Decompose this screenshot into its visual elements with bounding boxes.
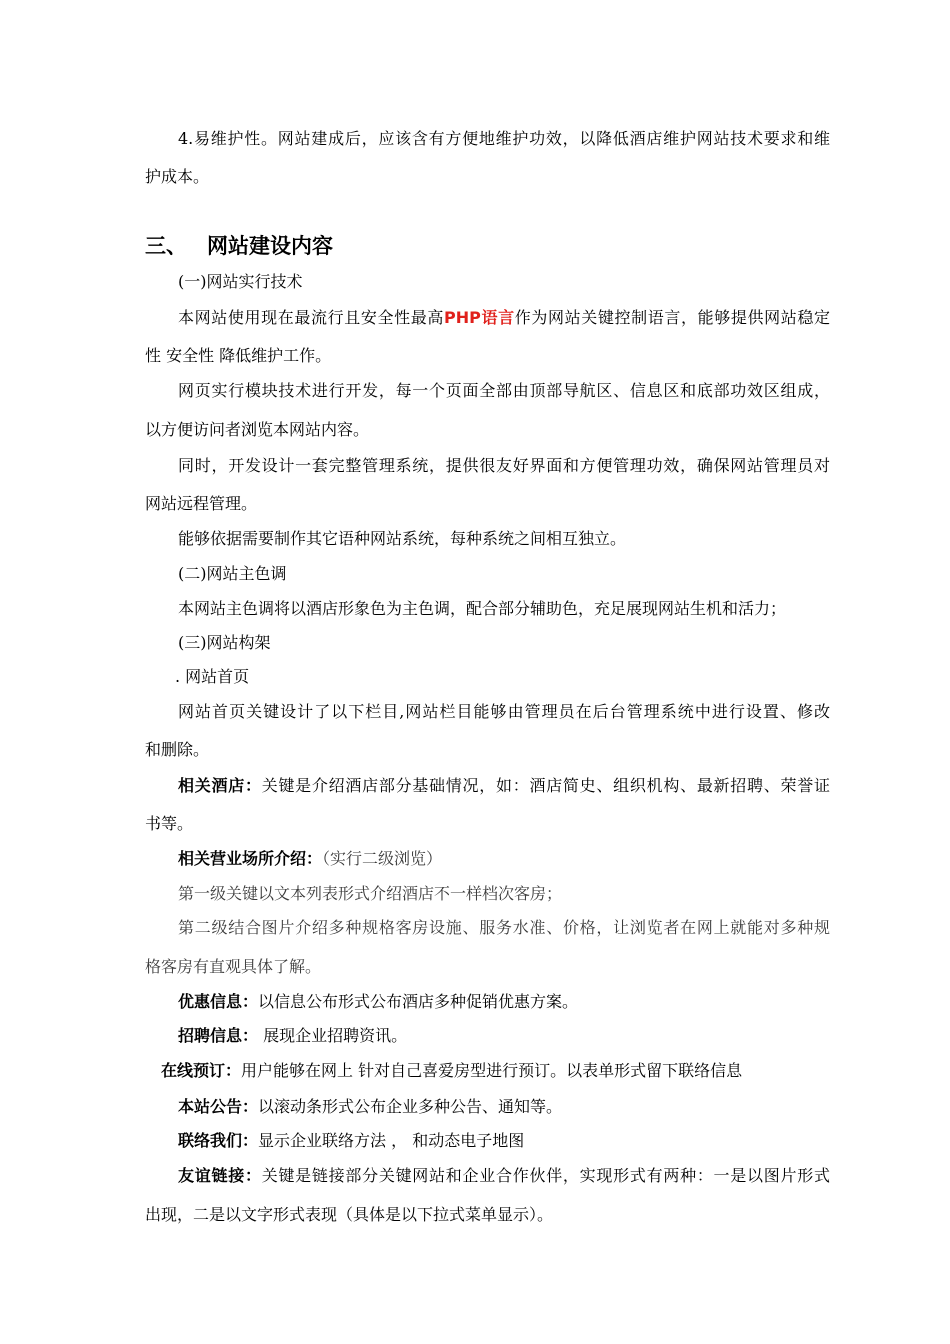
item-about-text: 关键是介绍酒店部分基础情况，如：酒店简史、组织机构、最新招聘、荣誉证: [261, 776, 830, 795]
item-promo-text: 以信息公布形式公布酒店多种促销优惠方案。: [258, 992, 579, 1011]
item-venue: [178, 849, 442, 869]
paragraph-php-line2: 性 安全性 降低维护工作。: [145, 346, 332, 365]
php-text-pre: 本网站使用现在最流行且安全性最高: [178, 308, 444, 327]
item-booking-label: 在线预订：: [161, 1061, 242, 1080]
subheading-tech: (一)网站实行技术: [178, 272, 303, 291]
paragraph-modules-line2: 以方便访问者浏览本网站内容。: [145, 420, 370, 439]
item-venue-level2-line2: 格客房有直观具体了解。: [145, 957, 322, 976]
item-promo-label: 优惠信息：: [178, 992, 259, 1011]
item-links-label: 友谊链接：: [178, 1166, 262, 1185]
section-number: 三、: [145, 234, 187, 258]
item-notice-text: 以滚动条形式公布企业多种公告、通知等。: [258, 1097, 563, 1116]
item-contact-label: 联络我们：: [178, 1131, 259, 1150]
paragraph-admin-line1: 同时，开发设计一套完整管理系统，提供很友好界面和方便管理功效，确保网站管理员对: [178, 456, 830, 475]
paragraph-languages: 能够依据需要制作其它语种网站系统，每种系统之间相互独立。: [178, 529, 627, 548]
paragraph-homepage-line2: 和删除。: [145, 740, 210, 759]
item-contact-text: 显示企业联络方法 ， 和动态电子地图: [258, 1131, 525, 1150]
item-links-line2: 出现，二是以文字形式表现（具体是以下拉式菜单显示）。: [145, 1205, 554, 1224]
subheading-homepage: . 网站首页: [175, 667, 250, 686]
section-heading: [145, 233, 333, 259]
paragraph-admin-line2: 网站远程管理。: [145, 494, 258, 513]
subheading-structure: (三)网站构架: [178, 633, 271, 652]
item-notice-label: 本站公告：: [178, 1097, 259, 1116]
item-booking-text: 用户能够在网上 针对自己喜爱房型进行预订。以表单形式留下联络信息: [241, 1061, 743, 1080]
item-promo: [178, 992, 578, 1012]
item-links-text: 关键是链接部分关键网站和企业合作伙伴，实现形式有两种：一是以图片形式: [261, 1166, 830, 1185]
item-venue-level2-line1: 第二级结合图片介绍多种规格客房设施、服务水准、价格，让浏览者在网上就能对多种规: [178, 918, 830, 937]
item-contact: [178, 1131, 524, 1151]
paragraph-maintainability-line2: 护成本。: [145, 167, 210, 186]
subheading-color: (二)网站主色调: [178, 564, 287, 583]
paragraph-modules-line1: 网页实行模块技术进行开发，每一个页面全部由顶部导航区、信息区和底部功效区组成，: [178, 381, 830, 400]
php-highlight: PHP语言: [444, 308, 515, 327]
item-about-label: 相关酒店：: [178, 776, 262, 795]
item-links-line1: [178, 1166, 830, 1186]
item-about-line2: 书等。: [145, 814, 194, 833]
item-venue-level1: 第一级关键以文本列表形式介绍酒店不一样档次客房；: [178, 884, 563, 903]
item-jobs-text: 展现企业招聘资讯。: [258, 1026, 408, 1045]
item-about-line1: [178, 776, 830, 796]
item-jobs: [178, 1026, 407, 1046]
section-title: 网站建设内容: [207, 234, 333, 258]
paragraph-maintainability-line1: 4.易维护性。网站建成后，应该含有方便地维护功效，以降低酒店维护网站技术要求和维: [178, 129, 830, 148]
php-text-post: 作为网站关键控制语言，能够提供网站稳定: [514, 308, 830, 327]
item-venue-text: （实行二级浏览）: [322, 849, 443, 868]
item-notice: [178, 1097, 562, 1117]
item-venue-label: 相关营业场所介绍：: [178, 849, 323, 868]
paragraph-homepage-line1: 网站首页关键设计了以下栏目,网站栏目能够由管理员在后台管理系统中进行设置、修改: [178, 702, 830, 721]
paragraph-color: 本网站主色调将以酒店形象色为主色调，配合部分辅助色，充足展现网站生机和活力；: [178, 599, 787, 618]
item-jobs-label: 招聘信息：: [178, 1026, 259, 1045]
paragraph-php-line1: [178, 308, 830, 328]
item-booking: [161, 1061, 742, 1081]
